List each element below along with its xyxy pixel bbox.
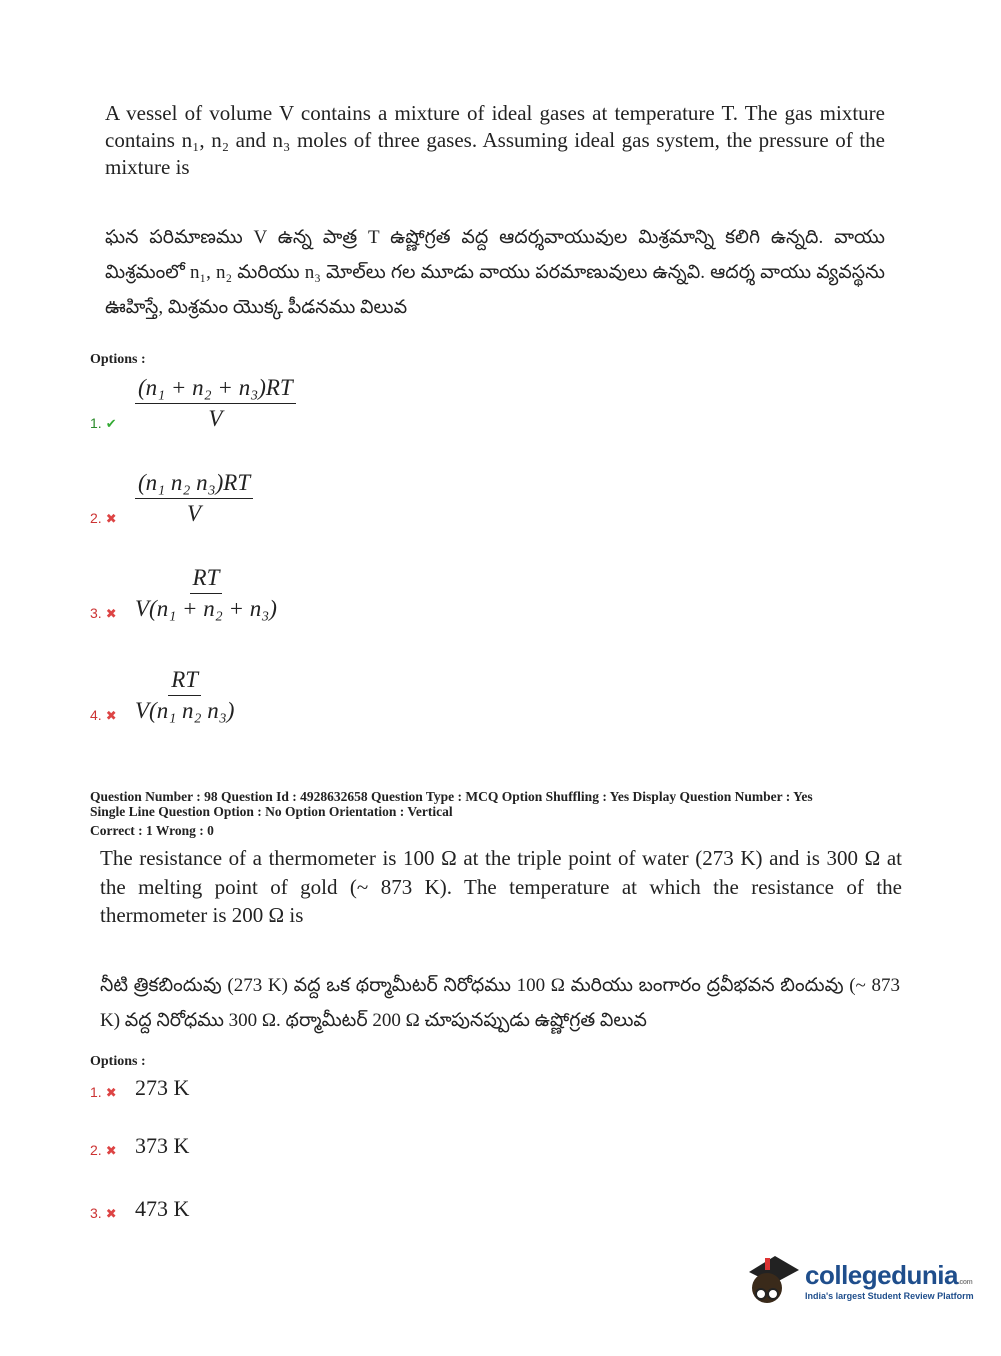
q2-meta-line-1: Question Number : 98 Question Id : 4928632658 Question Type : MCQ Option Shuffling : Yes Display Question Number : Yes <box>90 789 813 804</box>
q2-options-label: Options : <box>90 1054 146 1069</box>
q1-options-label: Options : <box>90 352 146 367</box>
q1-option-1[interactable] <box>90 375 296 432</box>
q2-meta-line-2: Single Line Question Option : No Option Orientation : Vertical <box>90 804 453 819</box>
formula: $\frac{\text{(n₁ n₂ n₃)RT}}{V}$ <box>135 470 253 527</box>
collegedunia-logo: collegedunia.com India's largest Student Review Platform <box>745 1250 974 1310</box>
q2-meta-line-3: Correct : 1 Wrong : 0 <box>90 823 214 838</box>
option-text: 473 K <box>135 1196 190 1221</box>
q1-option-2[interactable] <box>90 470 253 527</box>
q2-english-text: The resistance of a thermometer is 100 Ω at the triple point of water (273 K) and is 300 Ω at the melting point of gold (~ 873 K). The temperature at which the resistance of the thermometer is 200 Ω is <box>100 846 902 927</box>
q1-telugu-text: ఘన పరిమాణము V ఉన్న పాత్ర T ఉష్ణోగ్రత వద్ద ఆదర్శవాయువుల మిశ్రమాన్ని కలిగి ఉన్నది. వాయు మిశ్రమంలో n₁, n₂ మరియు n₃ మోల్‌లు గల మూడు వాయు పరమాణువులు ఉన్నవి. ఆదర్శ వాయు వ్యవస్థను ఊహిస్తే, మిశ్రమం యొక్క పీడనము విలువ <box>105 227 885 318</box>
option-text: 273 K <box>135 1075 190 1100</box>
cross-icon: ✖ <box>105 1206 117 1221</box>
logo-name: collegedunia <box>805 1259 958 1290</box>
q2-option-3[interactable]: 3. ✖ 473 K <box>90 1196 190 1221</box>
cross-icon: ✖ <box>105 1085 117 1100</box>
option-number: 1. ✔ <box>90 415 117 431</box>
option-text: 373 K <box>135 1133 190 1158</box>
cross-icon: ✖ <box>105 1143 117 1158</box>
check-icon: ✔ <box>105 416 117 431</box>
q2-option-2[interactable]: 2. ✖ 373 K <box>90 1133 190 1158</box>
q1-option-3[interactable] <box>90 565 277 622</box>
formula: $\frac{RT}{\text{V(n₁ + n₂ + n₃)}}$ <box>135 565 277 621</box>
formula: $\frac{\text{(n₁ + n₂ + n₃)RT}}{V}$ <box>135 375 296 432</box>
q2-telugu-text: నీటి త్రికబిందువు (273 K) వద్ద ఒక థర్మామీటర్ నిరోధము 100 Ω మరియు బంగారం ద్రవీభవన బిందువు (~ 873 K) వద్ద నిరోధము 300 Ω. థర్మామీటర్ 200 Ω చూపునప్పుడు ఉష్ణోగ్రత విలువ <box>100 975 900 1031</box>
cross-icon: ✖ <box>105 606 117 621</box>
formula: $\frac{RT}{\text{V(n₁ n₂ n₃)}}$ <box>135 667 235 723</box>
option-number: 3. ✖ <box>90 605 117 621</box>
logo-tagline: India's largest Student Review Platform <box>805 1290 974 1301</box>
mascot-icon <box>745 1250 801 1310</box>
cross-icon: ✖ <box>105 708 117 723</box>
q1-english-text: A vessel of volume V contains a mixture of ideal gases at temperature T. The gas mixture contains n₁, n₂ and n₃ moles of three gases. Assuming ideal gas system, the pressure of the mixture is <box>105 101 885 179</box>
q1-option-4[interactable] <box>90 667 234 724</box>
q2-option-1[interactable]: 1. ✖ 273 K <box>90 1075 190 1100</box>
option-number: 2. ✖ <box>90 510 117 526</box>
cross-icon: ✖ <box>105 511 117 526</box>
option-number: 4. ✖ <box>90 707 117 723</box>
